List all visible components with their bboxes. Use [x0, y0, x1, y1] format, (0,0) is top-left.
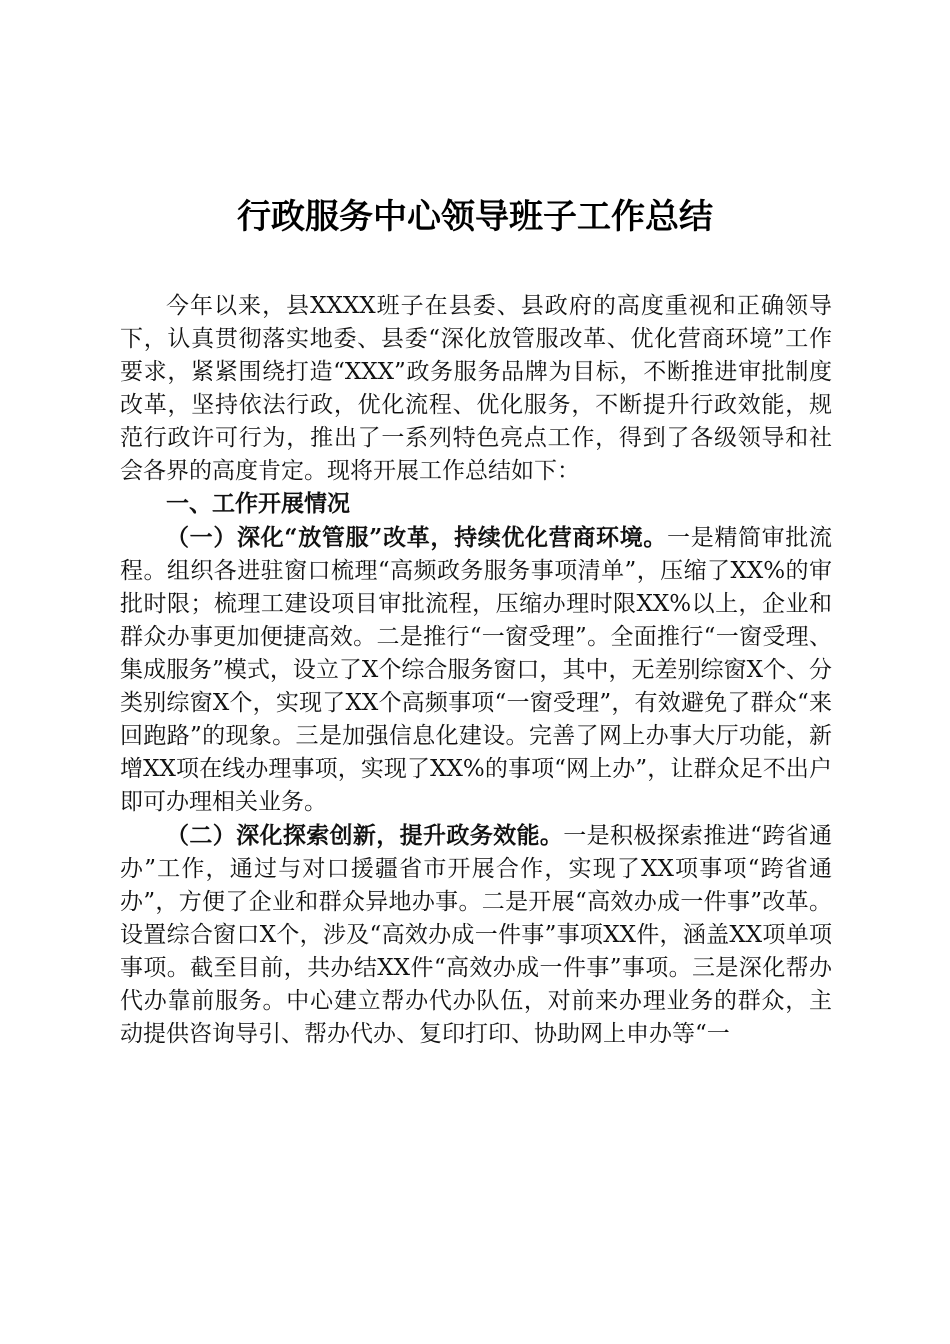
document-title: 行政服务中心领导班子工作总结: [237, 197, 713, 237]
section-heading-work-status: 一、工作开展情况: [166, 491, 350, 517]
subsection-heading-1: （一）深化“放管服”改革，持续优化营商环境。: [166, 524, 668, 551]
subsection-body-2: 一是积极探索推进“跨省通办”工作，通过与对口援疆省市开展合作，实现了XX项事项“跨省通办”，方便了企业和群众异地办事。二是开展“高效办成一件事”改革。设置综合窗口X个，涉及“高效办成一件事”事项XX件，涵盖XX项单项事项。截至目前，共办结XX件“高效办成一件事”事项。三是深化帮办代办靠前服务。中心建立帮办代办队伍，对前来办理业务的群众，主动提供咨询导引、帮办代办、复印打印、协助网上申办等“一: [120, 823, 832, 1047]
subsection-paragraph-2: [120, 819, 832, 1051]
subsection-heading-2: （二）深化探索创新，提升政务效能。: [166, 822, 564, 849]
document-body: [120, 290, 832, 1051]
subsection-body-1: 一是精简审批流程。组织各进驻窗口梳理“高频政务服务事项清单”，压缩了XX%的审批时限；梳理工建设项目审批流程，压缩办理时限XX%以上，企业和群众办事更加便捷高效。二是推行“一窗受理”。全面推行“一窗受理、集成服务”模式，设立了X个综合服务窗口，其中，无差别综窗X个、分类别综窗X个，实现了XX个高频事项“一窗受理”，有效避免了群众“来回跑路”的现象。三是加强信息化建设。完善了网上办事大厅功能，新增XX项在线办理事项，实现了XX%的事项“网上办”，让群众足不出户即可办理相关业务。: [120, 525, 833, 815]
subsection-paragraph-1: [120, 521, 832, 819]
intro-paragraph: 今年以来，县XXXX班子在县委、县政府的高度重视和正确领导下，认真贯彻落实地委、县委“深化放管服改革、优化营商环境”工作要求，紧紧围绕打造“XXX”政务服务品牌为目标，不断推进审批制度改革，坚持依法行政，优化流程、优化服务，不断提升行政效能，规范行政许可行为，推出了一系列特色亮点工作，得到了各级领导和社会各界的高度肯定。现将开展工作总结如下：: [120, 293, 832, 484]
